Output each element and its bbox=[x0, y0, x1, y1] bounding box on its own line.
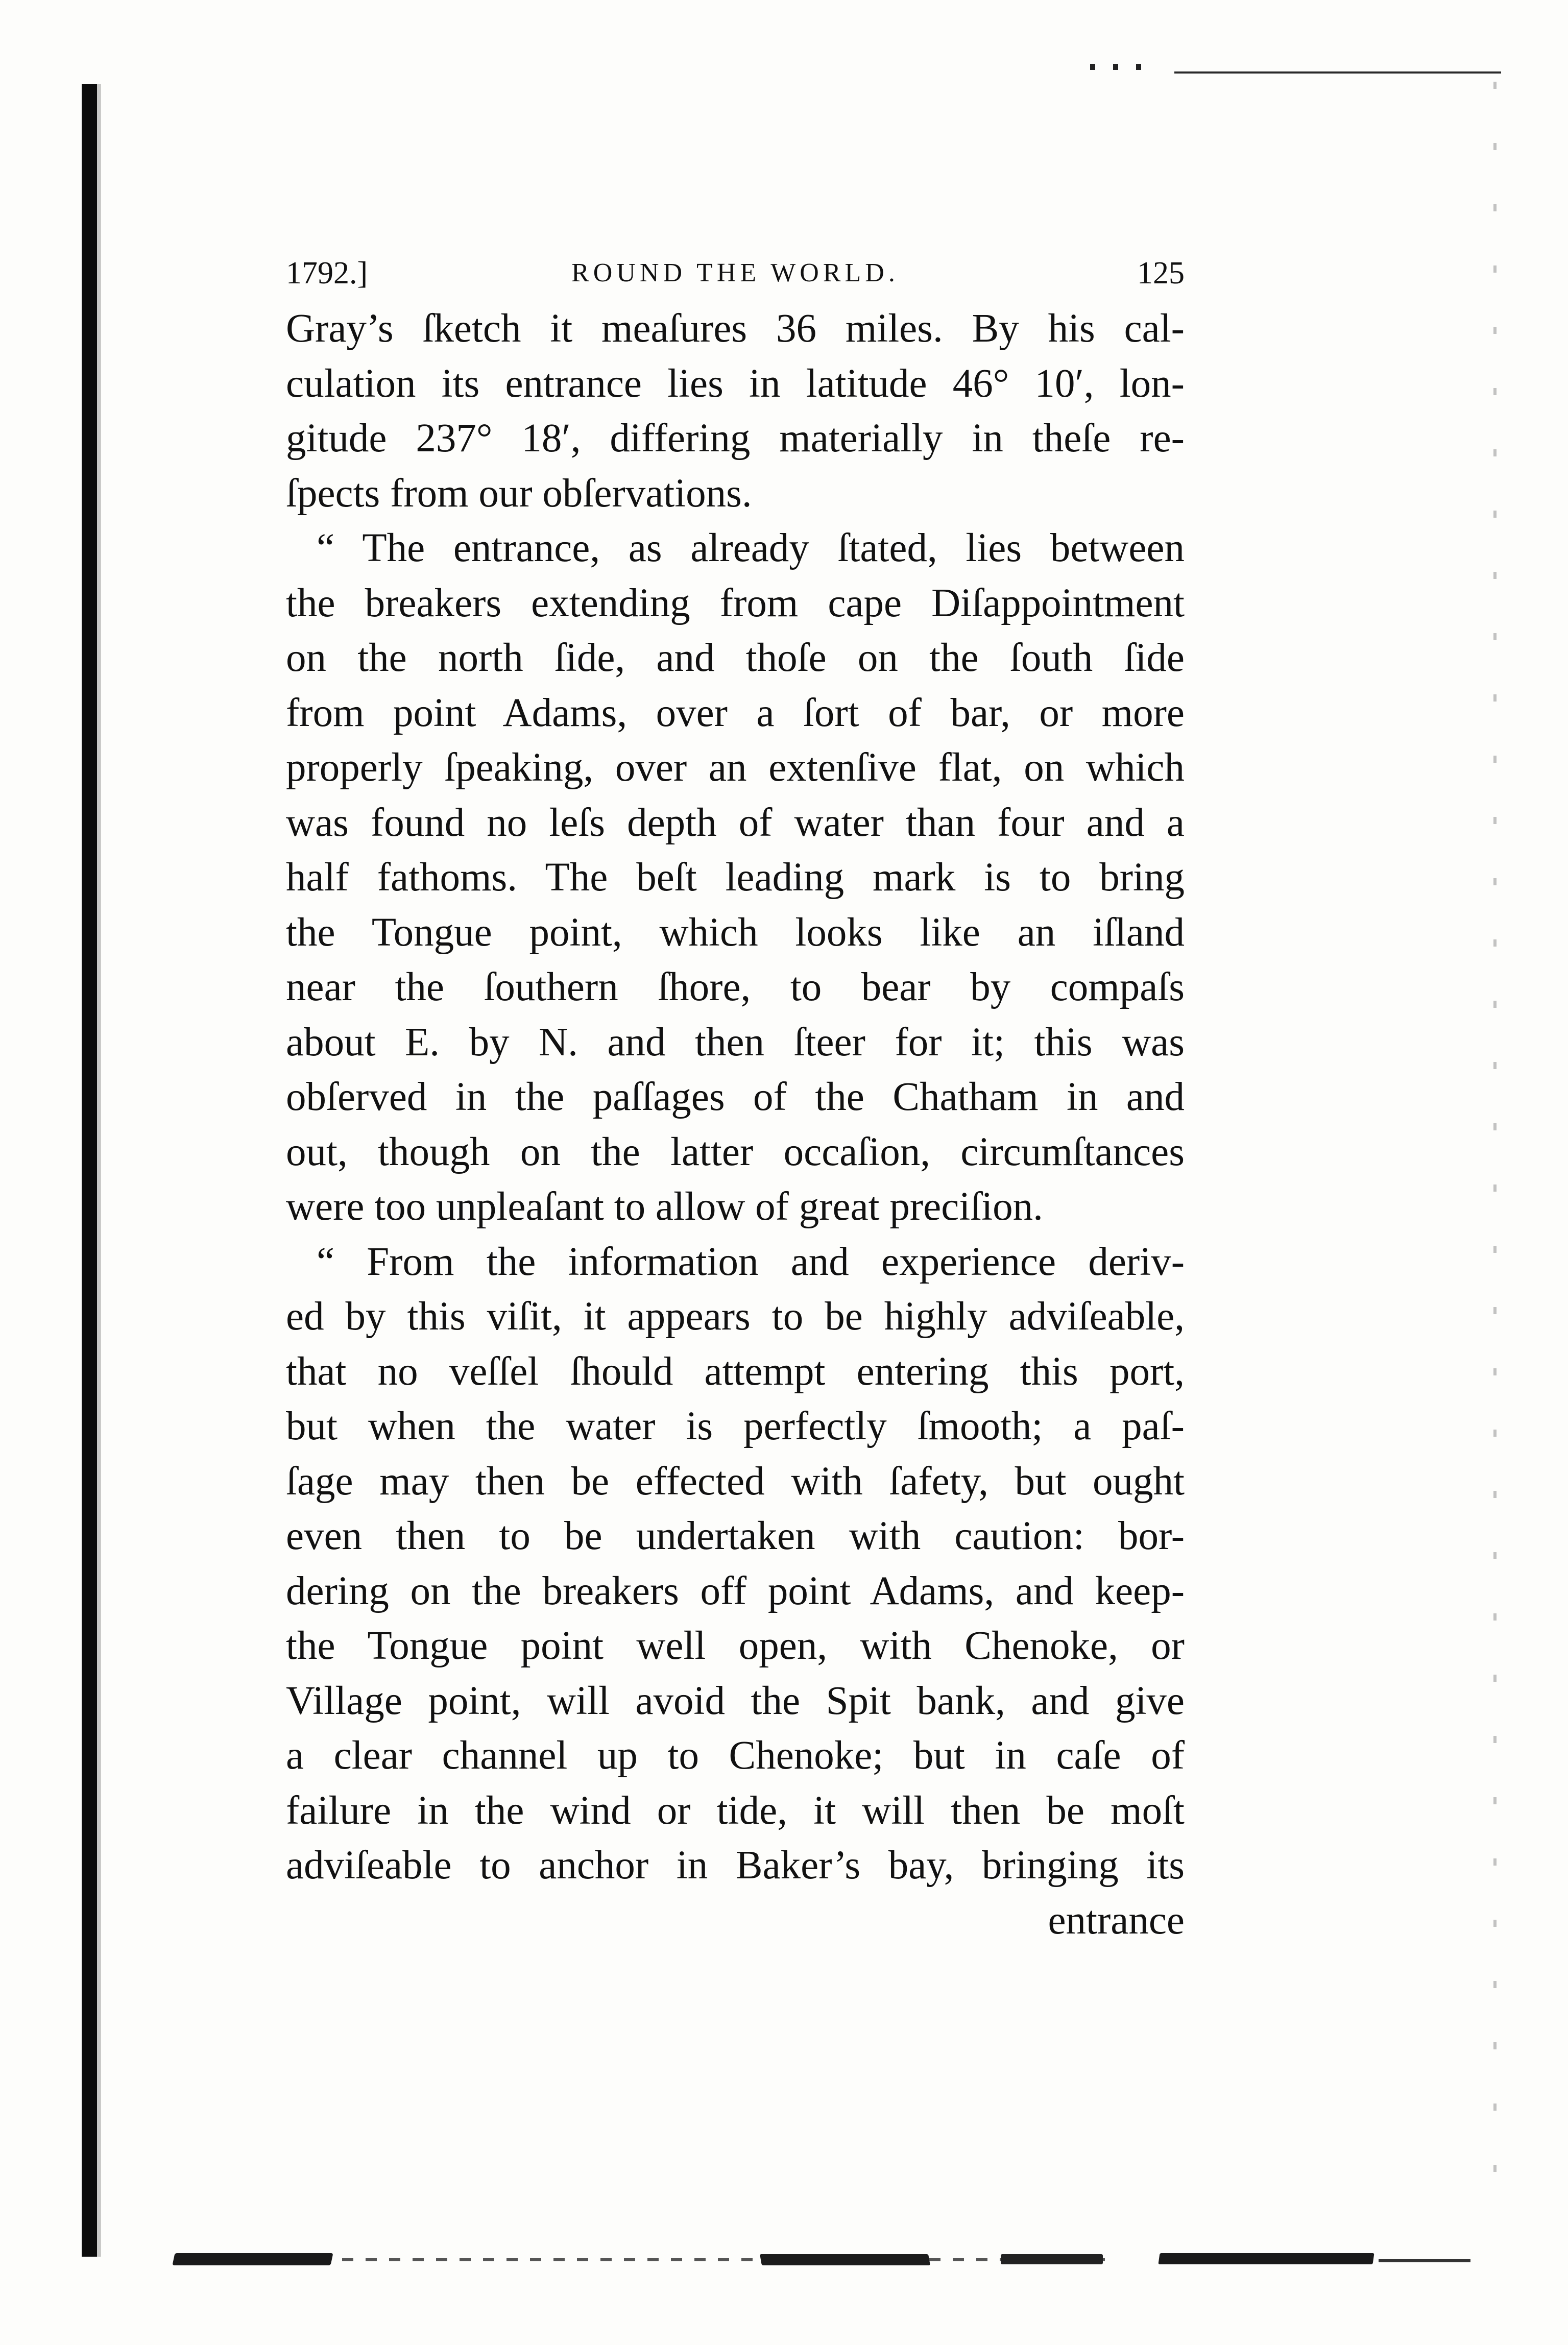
binding-shadow bbox=[82, 84, 97, 2257]
text-line: ſage may then be effected with ſafety, but ought bbox=[286, 1459, 1185, 1504]
text-line: ſpects from our obſervations. bbox=[286, 471, 752, 516]
text-line: the Tongue point well open, with Chenoke, or bbox=[286, 1624, 1185, 1668]
text-line: ed by this viſit, it appears to be highly adviſeable, bbox=[286, 1294, 1185, 1339]
running-title: ROUND THE WORLD. bbox=[571, 258, 899, 287]
text-line: was found no leſs depth of water than four and a bbox=[286, 800, 1185, 845]
text-line: “ The entrance, as already ſtated, lies between bbox=[317, 526, 1185, 570]
scan-mark-dots bbox=[1090, 64, 1151, 70]
text-line: Gray’s ſketch it meaſures 36 miles. By his cal- bbox=[286, 306, 1185, 351]
text-line: failure in the wind or tide, it will then be moſt bbox=[286, 1788, 1185, 1833]
body-text bbox=[286, 301, 1185, 1948]
text-line: adviſeable to anchor in Baker’s bay, bringing its bbox=[286, 1843, 1185, 1888]
running-header bbox=[286, 245, 1185, 301]
text-line: obſerved in the paſſages of the Chatham in and bbox=[286, 1075, 1185, 1119]
catchword: entrance bbox=[1048, 1898, 1185, 1943]
text-line: were too unpleaſant to allow of great preciſion. bbox=[286, 1184, 1043, 1229]
scan-top-rule bbox=[1174, 71, 1501, 74]
text-line: the breakers extending from cape Diſappointment bbox=[286, 581, 1185, 625]
text-line: even then to be undertaken with caution: bor- bbox=[286, 1514, 1185, 1558]
text-line: near the ſouthern ſhore, to bear by compaſs bbox=[286, 965, 1185, 1009]
text-block bbox=[286, 245, 1185, 1948]
text-line: “ From the information and experience deriv- bbox=[317, 1239, 1185, 1284]
text-line: half fathoms. The beſt leading mark is to bring bbox=[286, 855, 1185, 900]
text-line: but when the water is perfectly ſmooth; a paſ- bbox=[286, 1404, 1185, 1448]
text-line: gitude 237° 18′, differing materially in theſe re- bbox=[286, 416, 1185, 461]
text-line: from point Adams, over a ſort of bar, or more bbox=[286, 690, 1185, 735]
scan-bottom-smudge bbox=[174, 2244, 1481, 2275]
page-right-edge bbox=[1493, 82, 1497, 2226]
text-line: on the north ſide, and thoſe on the ſouth ſide bbox=[286, 636, 1185, 680]
text-line: a clear channel up to Chenoke; but in caſe of bbox=[286, 1733, 1185, 1778]
text-line: culation its entrance lies in latitude 46° 10′, lon- bbox=[286, 361, 1185, 406]
text-line: that no veſſel ſhould attempt entering this port, bbox=[286, 1349, 1185, 1394]
text-line: properly ſpeaking, over an extenſive flat, on which bbox=[286, 745, 1185, 790]
binding-shadow-soft bbox=[97, 84, 101, 2257]
page-number: 125 bbox=[1137, 256, 1185, 291]
text-line: the Tongue point, which looks like an iſland bbox=[286, 910, 1185, 955]
text-line: about E. by N. and then ſteer for it; this was bbox=[286, 1020, 1185, 1065]
text-line: dering on the breakers off point Adams, and keep- bbox=[286, 1568, 1185, 1613]
header-date: 1792.] bbox=[286, 256, 368, 291]
text-line: Village point, will avoid the Spit bank, and give bbox=[286, 1678, 1185, 1723]
text-line: out, though on the latter occaſion, circumſtances bbox=[286, 1129, 1185, 1174]
